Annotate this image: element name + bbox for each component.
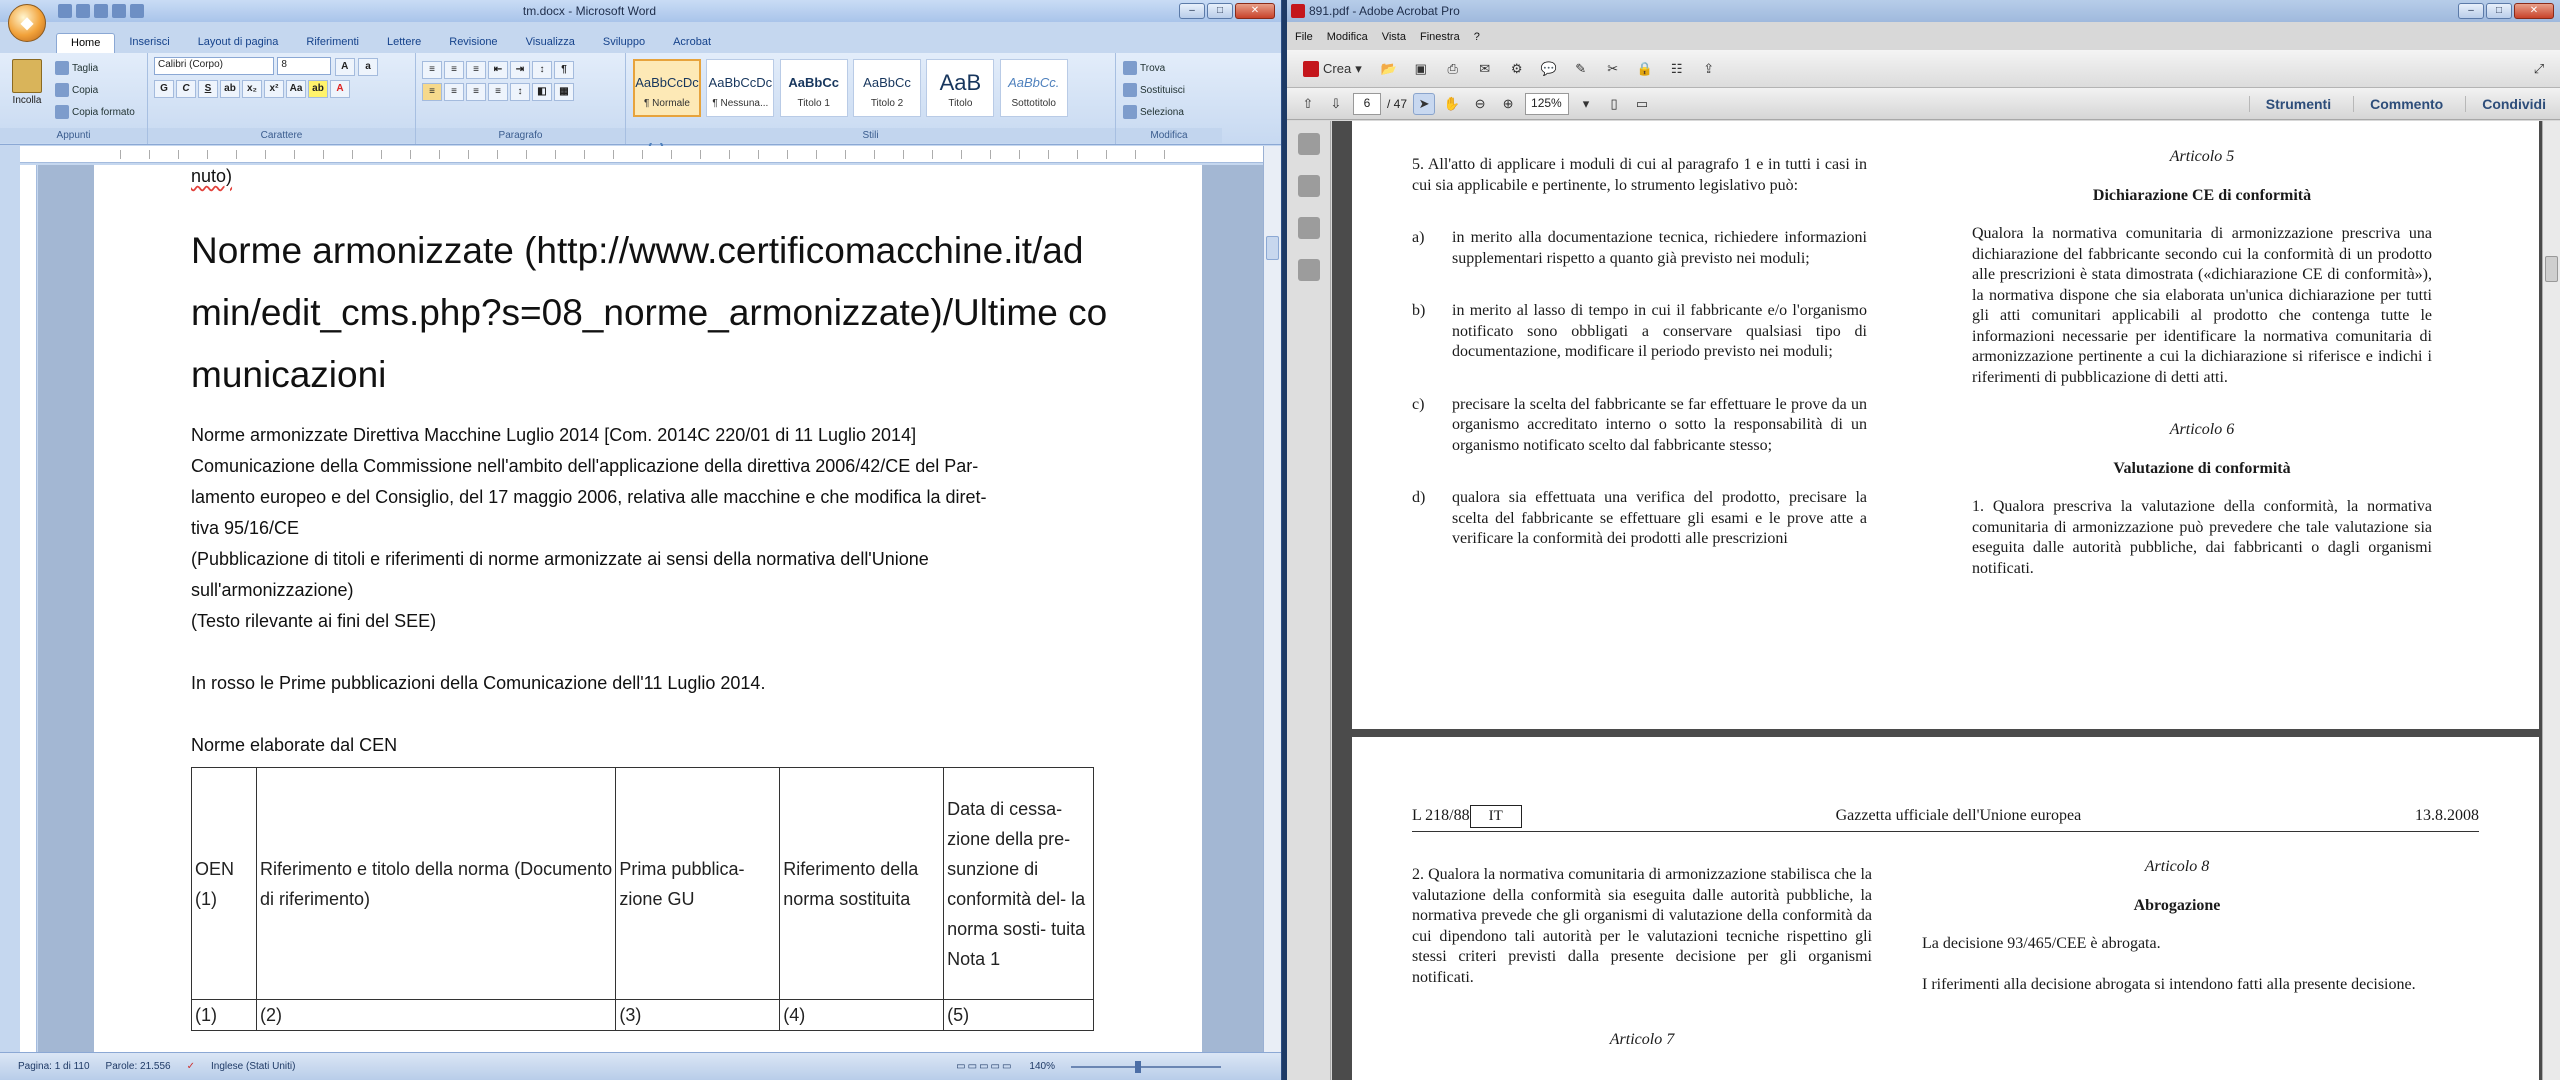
close-button[interactable]: ✕ xyxy=(2514,3,2554,19)
previous-page-icon[interactable]: ⇧ xyxy=(1302,95,1314,111)
table-header-cell: Data di cessa- zione della pre- sunzione di conformità del- la norma sosti- tuita Nota 1 xyxy=(944,768,1094,1000)
article-8-title: Abrogazione xyxy=(2133,896,2221,914)
create-icon xyxy=(1303,61,1319,77)
comment-icon[interactable]: 💬 xyxy=(1540,60,1557,76)
open-folder-icon[interactable]: 📂 xyxy=(1380,60,1397,76)
page-total: / 47 xyxy=(1387,96,1408,111)
superscript-button[interactable]: x² xyxy=(264,80,284,98)
align-right-button[interactable]: ≡ xyxy=(466,83,486,101)
group-label-clipboard: Appunti xyxy=(0,128,147,143)
tools-pane-button[interactable]: Strumenti xyxy=(2249,96,2347,112)
increase-indent-button[interactable]: ⇥ xyxy=(510,61,530,79)
copy-button[interactable]: Copia xyxy=(55,80,98,100)
tab-references[interactable]: Riferimenti xyxy=(306,36,359,48)
table-header-cell: Prima pubblica- zione GU xyxy=(616,768,780,1000)
comment-pane-button[interactable]: Commento xyxy=(2353,96,2459,112)
table-cell: (1) xyxy=(192,1000,257,1031)
scroll-thumb[interactable] xyxy=(2545,256,2558,282)
share-pane-button[interactable]: Condividi xyxy=(2465,96,2560,112)
horizontal-ruler[interactable] xyxy=(20,146,1263,163)
acrobat-menu-bar xyxy=(1295,26,2560,48)
attachments-icon[interactable] xyxy=(1298,217,1320,239)
status-words[interactable]: Parole: 21.556 xyxy=(105,1061,171,1072)
acrobat-toolbar-nav xyxy=(1287,88,2560,120)
page2-header xyxy=(1412,805,2479,828)
document-viewer[interactable] xyxy=(1332,121,2542,1080)
multilevel-button[interactable]: ≡ xyxy=(466,61,486,79)
navigation-pane xyxy=(1287,121,1331,1080)
view-buttons[interactable]: ▭▭▭▭▭ xyxy=(956,1061,1014,1072)
page2-paragraph: 2. Qualora la normativa comunitaria di armonizzazione stabilisca che la valutazione della conformità sia eseguita dalle autorità pubbliche, la normativa prevede che gli organismi di valutazione della conformità da cui dipendono tali autorità per le valutazioni tecniche rispettino gli stessi criteri previsti dalla presente decisione per gli organismi notificati. xyxy=(1412,866,1872,986)
print-preview-icon[interactable] xyxy=(112,4,126,18)
acrobat-window-title: 891.pdf - Adobe Acrobat Pro xyxy=(1309,4,1460,18)
list-item: d) qualora sia effettuata una verifica del prodotto, precisare la scelta del fabbricante se effettuare gli esami e le prove atte a verificare la conformità dei prodotti alle prescrizioni xyxy=(1412,489,1867,547)
clipboard-group xyxy=(0,53,148,144)
binoculars-icon xyxy=(1123,61,1137,75)
decrease-indent-button[interactable]: ⇤ xyxy=(488,61,508,79)
article-6-heading: Articolo 6 xyxy=(2169,421,2235,438)
document-page[interactable] xyxy=(94,165,1202,1052)
doc-heading: Norme armonizzate (http://www.certificomacchine.it/admin/edit_cms.php?s=08_norme_armonizzate)/Ultime comunicazioni xyxy=(191,230,1108,395)
list-item: c) precisare la scelta del fabbricante se far effettuare le prove da un organismo accreditato interno o sotto la responsabilità di un organismo notificato scelto dal fabbricante stesso; xyxy=(1412,395,1867,454)
menu-edit[interactable]: Modifica xyxy=(1326,31,1368,43)
redo-icon[interactable] xyxy=(94,4,108,18)
undo-icon[interactable] xyxy=(76,4,90,18)
select-tool-icon[interactable]: ➤ xyxy=(1413,93,1435,115)
word-vertical-scrollbar[interactable] xyxy=(1263,146,1281,1052)
quick-access-toolbar xyxy=(58,4,144,18)
table-header-cell: Riferimento e titolo della norma (Documento di riferimento) xyxy=(256,768,615,1000)
copy-icon xyxy=(55,83,69,97)
acrobat-window xyxy=(1287,0,2560,1080)
zoom-slider[interactable] xyxy=(1071,1066,1221,1068)
next-page-icon[interactable]: ⇩ xyxy=(1330,95,1342,111)
group-label-font: Carattere xyxy=(148,128,415,143)
shading-button[interactable]: ◧ xyxy=(532,83,552,101)
expand-icon[interactable]: ⤢ xyxy=(2533,60,2545,76)
proofing-icon[interactable]: ✓ xyxy=(186,1061,195,1072)
page-number-input[interactable]: 6 xyxy=(1353,93,1381,115)
menu-view[interactable]: Vista xyxy=(1381,31,1406,43)
word-status-bar xyxy=(0,1052,1281,1080)
zoom-dropdown-icon[interactable]: ▾ xyxy=(1582,95,1590,111)
ribbon xyxy=(0,53,1281,145)
zoom-input[interactable]: 125% xyxy=(1525,93,1569,115)
table-cell: (3) xyxy=(616,1000,780,1031)
zoom-in-icon[interactable]: ⊕ xyxy=(1502,95,1514,111)
article-5-title: Dichiarazione CE di conformità xyxy=(2092,186,2312,204)
page1-intro: 5. All'atto di applicare i moduli di cui al paragrafo 1 e in tutti i casi in cui sia applicabile e pertinente, lo strumento legislativo può: xyxy=(1412,156,1867,194)
align-center-button[interactable]: ≡ xyxy=(444,83,464,101)
top-fragment: nuto) xyxy=(191,166,233,186)
settings-gear-icon[interactable]: ⚙ xyxy=(1510,60,1523,76)
line-spacing-button[interactable]: ↕ xyxy=(510,83,530,101)
secure-icon[interactable]: 🔒 xyxy=(1636,60,1653,76)
list-item: a) in merito alla documentazione tecnica, richiedere informazioni supplementari rispetto a quanto già previsto nei moduli; xyxy=(1412,229,1867,267)
italic-button[interactable]: C xyxy=(176,80,196,98)
table-cell: (4) xyxy=(780,1000,944,1031)
publication-date: 13.8.2008 xyxy=(2415,807,2479,824)
find-button[interactable]: Trova xyxy=(1123,58,1165,78)
show-marks-button[interactable]: ¶ xyxy=(554,61,574,79)
create-button[interactable]: Crea ▾ xyxy=(1297,58,1368,80)
font-size-combo[interactable]: 8 xyxy=(277,57,331,75)
page1-right-column xyxy=(1972,147,2432,579)
word-title-bar xyxy=(0,0,1281,22)
minimize-button[interactable]: – xyxy=(1179,3,1205,19)
page2-right-column xyxy=(1922,857,2432,995)
table-header-cell: Riferimento della norma sostituita xyxy=(780,768,944,1000)
tab-insert[interactable]: Inserisci xyxy=(129,36,170,48)
menu-window[interactable]: Finestra xyxy=(1419,31,1460,43)
save-icon[interactable] xyxy=(58,4,72,18)
underline-button[interactable]: S xyxy=(198,80,218,98)
select-icon xyxy=(1123,105,1137,119)
scissors-icon xyxy=(55,61,69,75)
status-language[interactable]: Inglese (Stati Uniti) xyxy=(211,1061,296,1072)
editing-group xyxy=(1116,53,1222,144)
grow-font-button[interactable]: A xyxy=(335,58,355,76)
vertical-ruler[interactable] xyxy=(20,165,37,1052)
article-8-paragraph-1: La decisione 93/465/CEE è abrogata. xyxy=(1922,935,2161,952)
status-zoom[interactable]: 140% xyxy=(1029,1061,1055,1072)
scroll-thumb[interactable] xyxy=(1266,236,1279,260)
style-title[interactable]: AaB Titolo xyxy=(926,59,994,117)
article-6-title: Valutazione di conformità xyxy=(2113,459,2291,477)
acrobat-logo-icon xyxy=(1291,4,1305,18)
font-name-combo[interactable]: Calibri (Corpo) xyxy=(154,57,274,75)
email-icon[interactable]: ✉ xyxy=(1479,60,1491,76)
font-group xyxy=(148,53,416,144)
paragraph-group xyxy=(416,53,626,144)
table-cell: (5) xyxy=(944,1000,1094,1031)
tab-page-layout[interactable]: Layout di pagina xyxy=(197,36,279,48)
acrobat-title-bar xyxy=(1287,0,2560,22)
office-button[interactable]: ◆ xyxy=(8,4,46,42)
bold-button[interactable]: G xyxy=(154,80,174,98)
style-normal[interactable]: AaBbCcDc ¶ Normale xyxy=(633,59,701,117)
sort-button[interactable]: ↕ xyxy=(532,61,552,79)
group-label-styles: Stili xyxy=(626,128,1115,143)
menu-file[interactable]: File xyxy=(1295,31,1313,43)
ribbon-tabs xyxy=(56,33,725,53)
tab-view[interactable]: Visualizza xyxy=(525,36,575,48)
strikethrough-button[interactable]: ab xyxy=(220,80,240,98)
acrobat-toolbar-main xyxy=(1287,50,2560,88)
article-7-heading: Articolo 7 xyxy=(1609,1031,1675,1048)
save-icon[interactable]: ▣ xyxy=(1414,60,1427,76)
tab-developer[interactable]: Sviluppo xyxy=(602,36,646,48)
subscript-button[interactable]: x₂ xyxy=(242,80,262,98)
zoom-slider-thumb[interactable] xyxy=(1135,1061,1141,1073)
brush-icon xyxy=(55,105,69,119)
form-icon[interactable]: ☷ xyxy=(1670,60,1683,76)
numbering-button[interactable]: ≡ xyxy=(444,61,464,79)
borders-button[interactable]: ▦ xyxy=(554,83,574,101)
paste-icon xyxy=(12,59,42,93)
header-rule xyxy=(1412,831,2479,832)
maximize-button[interactable]: □ xyxy=(2486,3,2512,19)
styles-group xyxy=(626,53,1116,144)
article-5-text: Qualora la normativa comunitaria di armonizzazione prescriva una dichiarazione del fabbricante secondo cui la conformità di un prodotto alle prescrizioni è stata dimostrata («dichiarazione CE di conformità»), la normativa dispone che sia elaborata un'unica dichiarazione per tutti gli atti comunitari applicabili al prodotto che contenga tutte le informazioni necessarie per identificare la normativa comunitaria di armonizzazione pertinente a cui la dichiarazione si riferisce e indichi i riferimenti di pubblicazione di detti atti. xyxy=(1972,225,2432,386)
minimize-button[interactable]: – xyxy=(2458,3,2484,19)
highlight-button[interactable]: ab xyxy=(308,80,328,98)
document-area[interactable] xyxy=(38,165,1263,1052)
align-left-button[interactable]: ≡ xyxy=(422,83,442,101)
article-8-heading: Articolo 8 xyxy=(2144,858,2210,875)
pdf-page-2 xyxy=(1352,737,2539,1080)
article-6-text: 1. Qualora prescriva la valutazione della conformità, la normativa comunitaria di armonizzazione può prevedere che tale valutazione sia eseguita dalle autorità pubbliche, dai fabbricanti o dagli organismi notificati. xyxy=(1972,498,2432,577)
table-header-cell: OEN (1) xyxy=(192,768,257,1000)
table-header-row xyxy=(192,768,1094,1000)
status-page[interactable]: Pagina: 1 di 110 xyxy=(18,1061,90,1072)
doc-paragraph-2: In rosso le Prime pubblicazioni della Comunicazione dell'11 Luglio 2014. xyxy=(191,673,766,693)
acrobat-vertical-scrollbar[interactable] xyxy=(2542,121,2560,1080)
doc-paragraph-3: Norme elaborate dal CEN xyxy=(191,735,398,755)
close-button[interactable]: ✕ xyxy=(1235,3,1275,19)
style-heading-2[interactable]: AaBbCc Titolo 2 xyxy=(853,59,921,117)
list-item: b) in merito al lasso di tempo in cui il fabbricante e/o l'organismo notificato sono obbligati a conservare qualsiasi tipo di documentazione, modificare il periodo previsto nei moduli; xyxy=(1412,302,1867,360)
justify-button[interactable]: ≡ xyxy=(488,83,508,101)
replace-icon xyxy=(1123,83,1137,97)
page2-left-column xyxy=(1412,865,1872,1051)
style-no-spacing[interactable]: AaBbCcDc ¶ Nessuna... xyxy=(706,59,774,117)
export-icon[interactable]: ⇪ xyxy=(1703,60,1715,76)
tab-acrobat[interactable]: Acrobat xyxy=(673,36,712,48)
format-painter-button[interactable]: Copia formato xyxy=(55,102,135,122)
fit-width-icon[interactable]: ▭ xyxy=(1635,95,1649,111)
tab-home[interactable]: Home xyxy=(56,33,115,53)
redact-icon[interactable]: ✂ xyxy=(1607,60,1619,76)
journal-title: Gazzetta ufficiale dell'Unione europea xyxy=(1835,807,2082,824)
tab-mailings[interactable]: Lettere xyxy=(387,36,422,48)
doc-paragraph-1: Norme armonizzate Direttiva Macchine Luglio 2014 [Com. 2014C 220/01 di 11 Luglio 2014] Comunicazione della Commissione nell'ambito dell'applicazione della direttiva 2006/42/CE del Par- lamento europeo e del Consiglio, del 17 maggio 2006, relativa alle macchine e che modifica la diret- tiva 95/16/CE (Pubblicazione di titoli e riferimenti di norme armonizzate ai sensi della normativa dell'Unione sull'armonizzazione) (Testo rilevante ai fini del SEE) xyxy=(191,425,987,631)
norms-table[interactable] xyxy=(191,767,1094,1031)
group-label-paragraph: Paragrafo xyxy=(416,128,625,143)
print-icon[interactable]: ⎙ xyxy=(1447,60,1458,76)
zoom-out-icon[interactable]: ⊖ xyxy=(1474,95,1486,111)
tab-review[interactable]: Revisione xyxy=(449,36,498,48)
article-5-heading: Articolo 5 xyxy=(2169,148,2235,165)
language-box: IT xyxy=(1470,805,1522,828)
style-heading-1[interactable]: AaBbCc Titolo 1 xyxy=(780,59,848,117)
hand-tool-icon[interactable]: ✋ xyxy=(1443,95,1461,111)
replace-button[interactable]: Sostituisci xyxy=(1123,80,1185,100)
select-button[interactable]: Seleziona xyxy=(1123,102,1184,122)
paste-button[interactable]: Incolla xyxy=(6,57,48,123)
group-label-editing: Modifica xyxy=(1116,128,1222,143)
page-ref: L 218/88 xyxy=(1412,807,1470,824)
page-thumbnails-icon[interactable] xyxy=(1298,133,1320,155)
font-color-button[interactable]: A xyxy=(330,80,350,98)
table-row xyxy=(192,1000,1094,1031)
article-8-paragraph-2: I riferimenti alla decisione abrogata si intendono fatti alla presente decisione. xyxy=(1922,975,2416,993)
menu-help[interactable]: ? xyxy=(1473,31,1480,43)
pdf-page-1 xyxy=(1352,121,2539,729)
bullets-button[interactable]: ≡ xyxy=(422,61,442,79)
sign-icon[interactable]: ✎ xyxy=(1575,60,1587,76)
style-subtitle[interactable]: AaBbCc. Sottotitolo xyxy=(1000,59,1068,117)
page1-left-column xyxy=(1412,155,1867,550)
change-case-button[interactable]: Aa xyxy=(286,80,306,98)
cut-button[interactable]: Taglia xyxy=(55,58,98,78)
bookmarks-icon[interactable] xyxy=(1298,175,1320,197)
table-cell: (2) xyxy=(256,1000,615,1031)
shrink-font-button[interactable]: a xyxy=(358,58,378,76)
maximize-button[interactable]: □ xyxy=(1207,3,1233,19)
customize-qat-icon[interactable] xyxy=(130,4,144,18)
signatures-icon[interactable] xyxy=(1298,259,1320,281)
fit-page-icon[interactable]: ▯ xyxy=(1610,95,1618,111)
word-window-title: tm.docx - Microsoft Word xyxy=(522,4,657,18)
